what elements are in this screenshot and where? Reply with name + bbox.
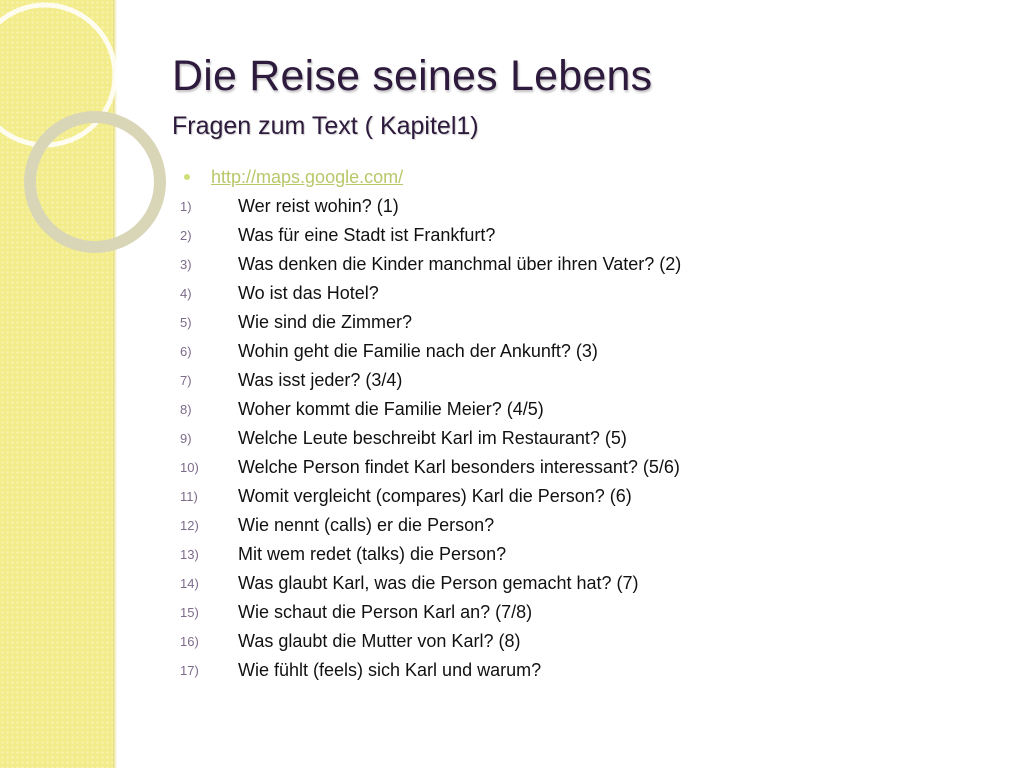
- list-item: [180, 395, 681, 424]
- list-item: [180, 192, 681, 221]
- list-item: [180, 569, 681, 598]
- question-number: 8): [180, 402, 192, 417]
- link-row: [184, 165, 403, 189]
- question-number: 4): [180, 286, 192, 301]
- question-text: Was denken die Kinder manchmal über ihren Vater? (2): [238, 254, 682, 274]
- list-item: [180, 598, 681, 627]
- list-item: [180, 366, 681, 395]
- list-item: [180, 540, 681, 569]
- question-text: Was für eine Stadt ist Frankfurt?: [238, 225, 496, 245]
- slide-title: Die Reise seines Lebens: [172, 52, 653, 100]
- question-number: 7): [180, 373, 192, 388]
- question-text: Wo ist das Hotel?: [238, 283, 379, 303]
- list-item: [180, 656, 681, 685]
- list-item: [180, 453, 681, 482]
- question-text: Wie fühlt (feels) sich Karl und warum?: [238, 660, 542, 680]
- question-number: 9): [180, 431, 192, 446]
- question-number: 5): [180, 315, 192, 330]
- question-text: Welche Person findet Karl besonders interessant? (5/6): [238, 457, 680, 477]
- list-item: [180, 337, 681, 366]
- question-text: Was isst jeder? (3/4): [238, 370, 403, 390]
- question-text: Wie schaut die Person Karl an? (7/8): [238, 602, 533, 622]
- deco-ring-small: [30, 117, 160, 247]
- bullet-icon: [184, 174, 190, 180]
- question-number: 16): [180, 634, 199, 649]
- question-text: Wer reist wohin? (1): [238, 196, 399, 216]
- question-text: Was glaubt Karl, was die Person gemacht hat? (7): [238, 573, 639, 593]
- maps-link[interactable]: http://maps.google.com/: [211, 166, 404, 187]
- list-item: [180, 511, 681, 540]
- question-number: 12): [180, 518, 199, 533]
- list-item: [180, 627, 681, 656]
- question-text: Woher kommt die Familie Meier? (4/5): [238, 399, 544, 419]
- list-item: [180, 250, 681, 279]
- question-number: 2): [180, 228, 192, 243]
- list-item: [180, 424, 681, 453]
- list-item: [180, 308, 681, 337]
- list-item: [180, 221, 681, 250]
- question-number: 15): [180, 605, 199, 620]
- decorative-rings: [0, 0, 200, 260]
- question-number: 17): [180, 663, 199, 678]
- question-text: Was glaubt die Mutter von Karl? (8): [238, 631, 521, 651]
- question-text: Mit wem redet (talks) die Person?: [238, 544, 507, 564]
- question-number: 3): [180, 257, 192, 272]
- list-item: [180, 279, 681, 308]
- question-text: Wie nennt (calls) er die Person?: [238, 515, 495, 535]
- question-text: Wohin geht die Familie nach der Ankunft? (3): [238, 341, 598, 361]
- question-list: [180, 192, 681, 685]
- slide-subtitle: Fragen zum Text ( Kapitel1): [172, 112, 479, 140]
- question-number: 14): [180, 576, 199, 591]
- list-item: [180, 482, 681, 511]
- question-number: 1): [180, 199, 192, 214]
- question-text: Welche Leute beschreibt Karl im Restaurant? (5): [238, 428, 627, 448]
- question-number: 11): [180, 489, 198, 504]
- question-text: Wie sind die Zimmer?: [238, 312, 413, 332]
- question-number: 6): [180, 344, 192, 359]
- question-number: 10): [180, 460, 199, 475]
- question-text: Womit vergleicht (compares) Karl die Person? (6): [238, 486, 632, 506]
- question-number: 13): [180, 547, 199, 562]
